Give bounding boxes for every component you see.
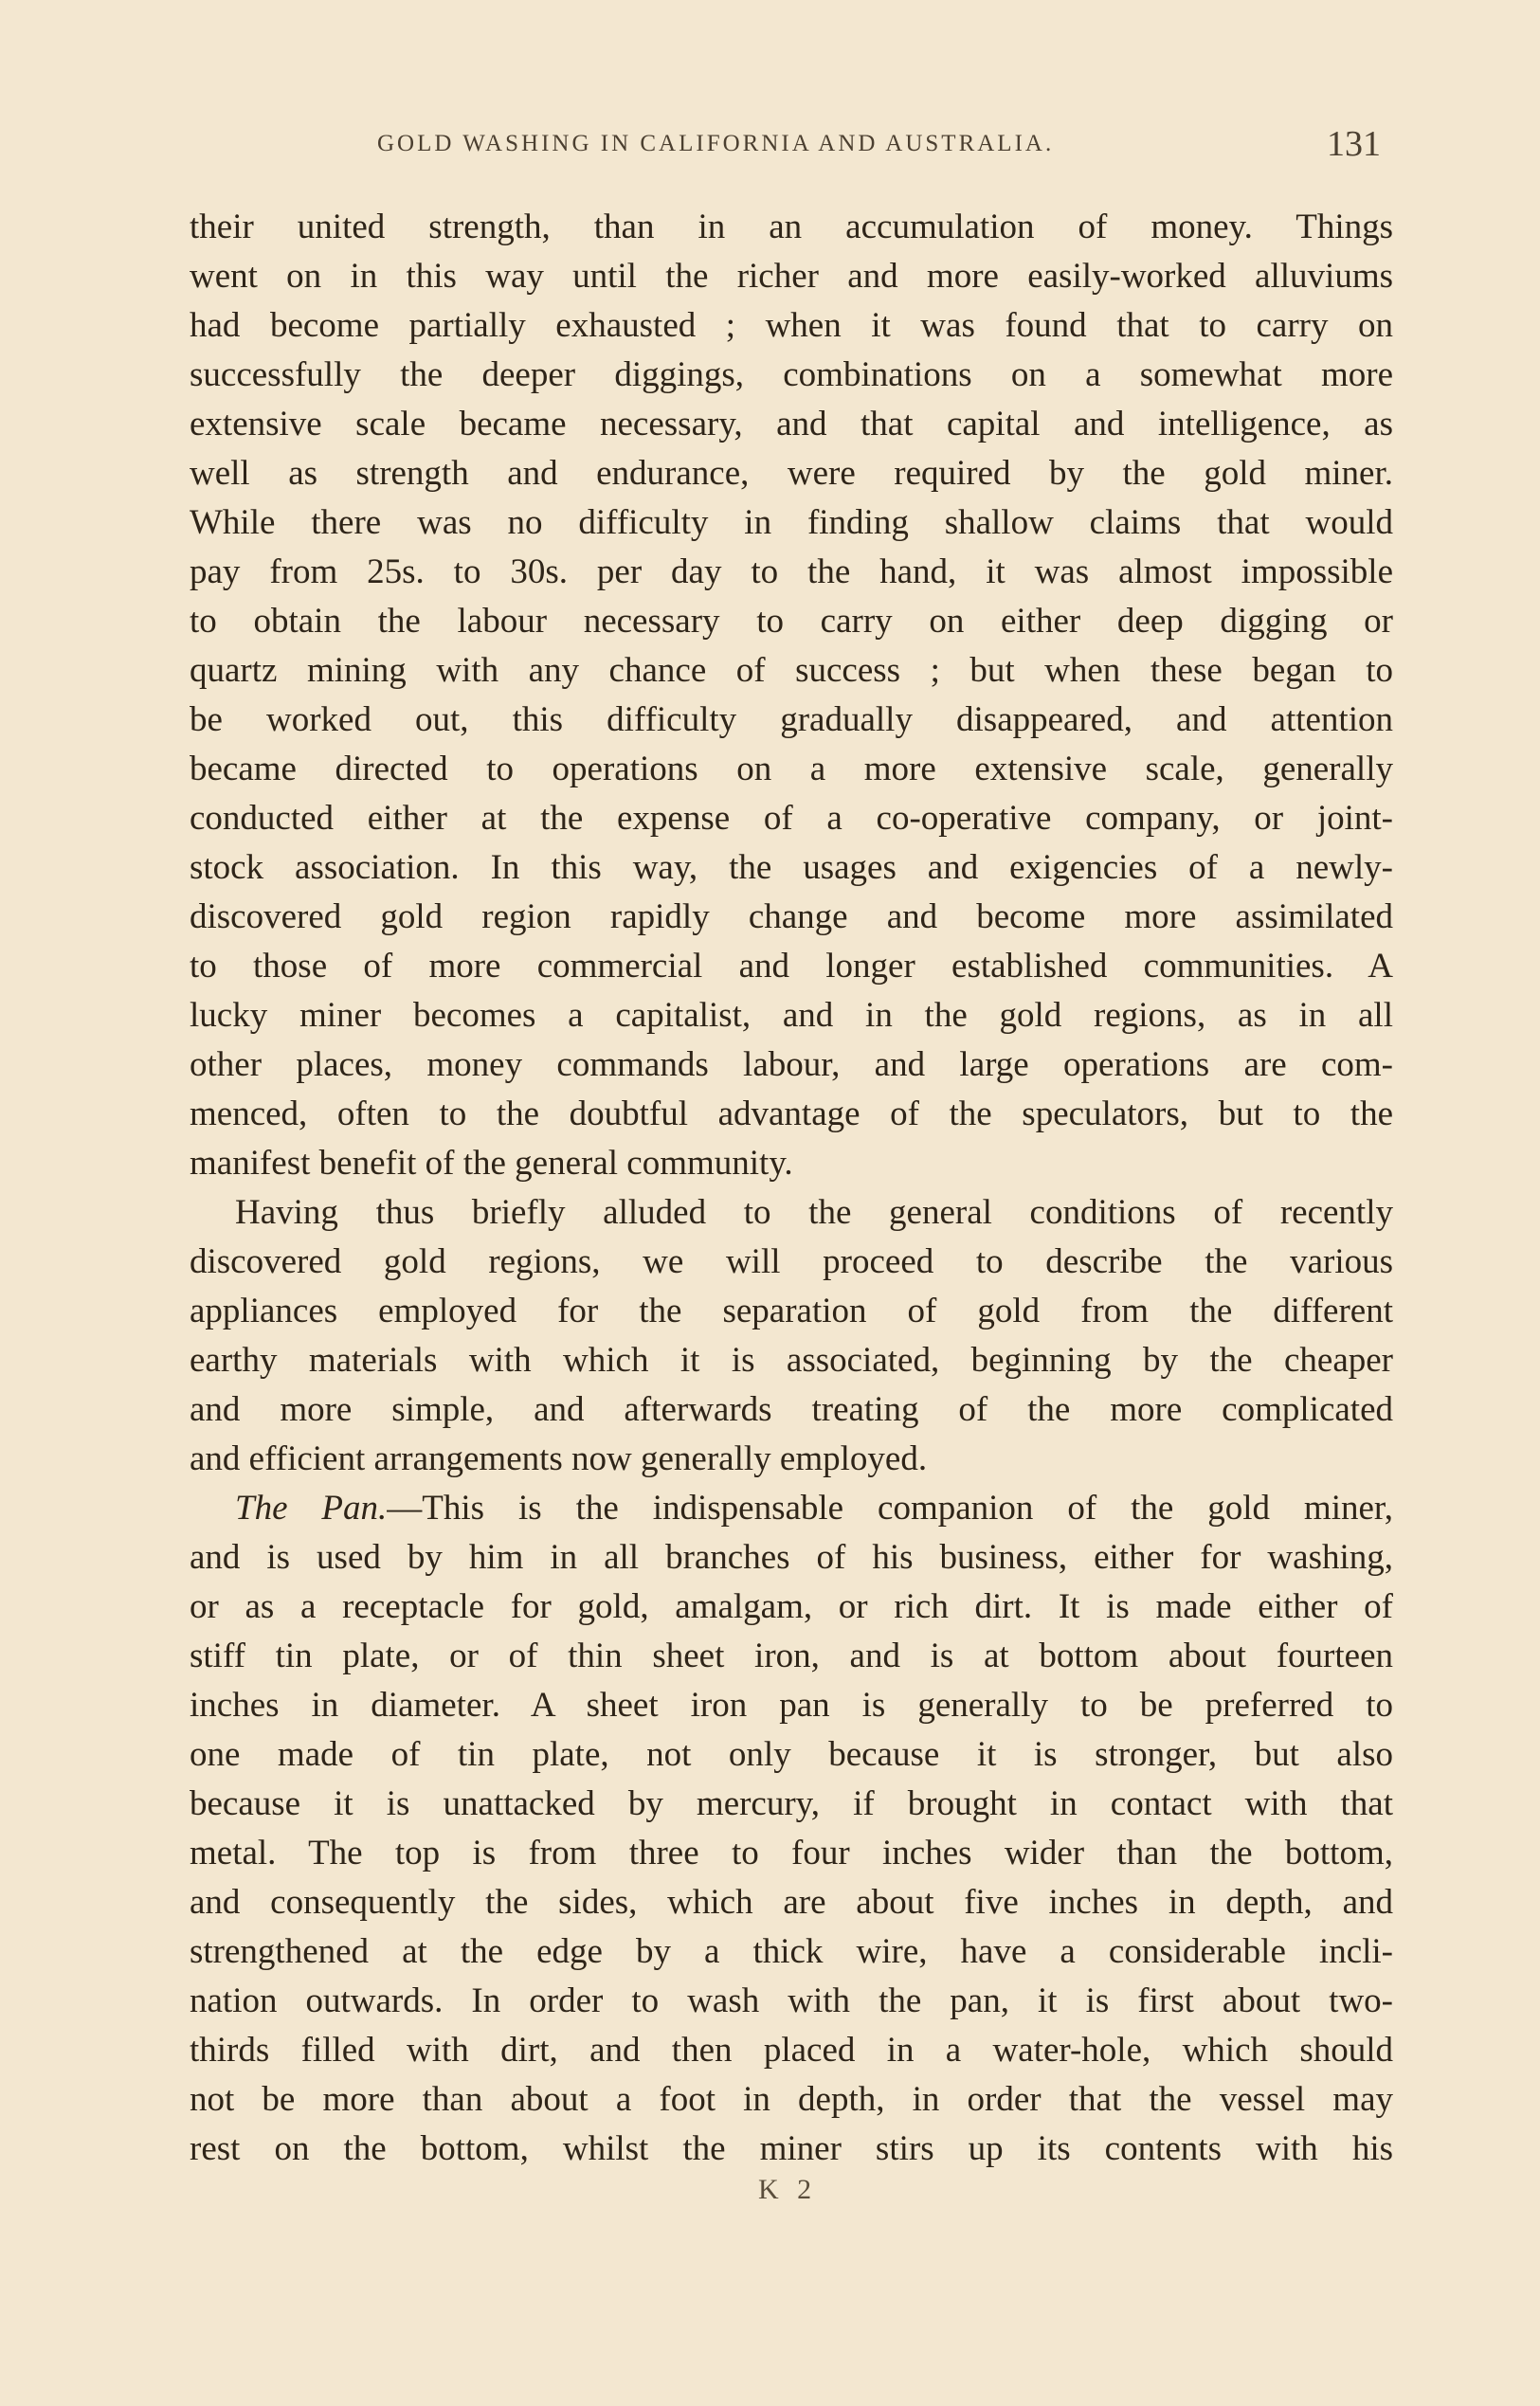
text-line: Having thus briefly alluded to the general conditions of recently (235, 1193, 1393, 1232)
text-line: and efficient arrangements now generally employed. (190, 1439, 928, 1478)
running-title: GOLD WASHING IN CALIFORNIA AND AUSTRALIA. (377, 131, 1055, 156)
pan-paragraph-first-line (190, 1484, 1393, 1533)
text-line: appliances employed for the separation of gold from the different (190, 1292, 1393, 1330)
text-line: and more simple, and afterwards treating of the more complicated (190, 1390, 1393, 1429)
text-line: their united strength, than in an accumulation of money. Things (190, 208, 1393, 246)
text-line: discovered gold regions, we will proceed to describe the various (190, 1242, 1393, 1281)
text-line: successfully the deeper diggings, combinations on a somewhat more (190, 355, 1393, 394)
text-line: While there was no difficulty in finding shallow claims that would (190, 503, 1393, 542)
text-line: had become partially exhausted ; when it was found that to carry on (190, 306, 1393, 345)
text-line: became directed to operations on a more extensive scale, generally (190, 750, 1393, 788)
text-line: thirds filled with dirt, and then placed in a water-hole, which should (190, 2031, 1393, 2070)
text-line: rest on the bottom, whilst the miner stirs up its contents with his (190, 2129, 1393, 2168)
signature-mark: K 2 (758, 2174, 818, 2205)
text-line: lucky miner becomes a capitalist, and in the gold regions, as in all (190, 996, 1393, 1035)
text-line: to obtain the labour necessary to carry on either deep digging or (190, 602, 1393, 641)
text-line: pay from 25s. to 30s. per day to the hand, it was almost impossible (190, 552, 1393, 591)
text-line: extensive scale became necessary, and that capital and intelligence, as (190, 405, 1393, 443)
text-line: strengthened at the edge by a thick wire, have a considerable incli- (190, 1932, 1393, 1971)
text-line: one made of tin plate, not only because it is stronger, but also (190, 1735, 1393, 1774)
pan-heading: The Pan. (235, 1489, 388, 1528)
text-line: manifest benefit of the general community. (190, 1144, 793, 1183)
text-line: and is used by him in all branches of his business, either for washing, (190, 1538, 1393, 1577)
text-line: metal. The top is from three to four inches wider than the bottom, (190, 1834, 1393, 1872)
text-line: —This is the indispensable companion of the gold miner, (387, 1489, 1393, 1528)
text-line: earthy materials with which it is associated, beginning by the cheaper (190, 1341, 1393, 1380)
text-line: or as a receptacle for gold, amalgam, or rich dirt. It is made either of (190, 1587, 1393, 1626)
text-line: not be more than about a foot in depth, in order that the vessel may (190, 2080, 1393, 2119)
text-line: conducted either at the expense of a co-operative company, or joint- (190, 799, 1393, 838)
text-line: be worked out, this difficulty gradually disappeared, and attention (190, 700, 1393, 739)
text-line: menced, often to the doubtful advantage of the speculators, but to the (190, 1094, 1393, 1133)
text-line: stiff tin plate, or of thin sheet iron, and is at bottom about fourteen (190, 1637, 1393, 1675)
text-line: went on in this way until the richer and more easily-worked alluviums (190, 257, 1393, 296)
page-number: 131 (1327, 124, 1381, 164)
text-line: other places, money commands labour, and large operations are com- (190, 1045, 1393, 1084)
text-line: because it is unattacked by mercury, if brought in contact with that (190, 1784, 1393, 1823)
text-line: quartz mining with any chance of success ; but when these began to (190, 651, 1393, 690)
text-line: stock association. In this way, the usages and exigencies of a newly- (190, 848, 1393, 887)
text-line: inches in diameter. A sheet iron pan is generally to be preferred to (190, 1686, 1393, 1725)
text-line: to those of more commercial and longer established communities. A (190, 947, 1393, 986)
text-line: well as strength and endurance, were required by the gold miner. (190, 454, 1393, 493)
text-line: and consequently the sides, which are about five inches in depth, and (190, 1883, 1393, 1922)
text-line: discovered gold region rapidly change and become more assimilated (190, 897, 1393, 936)
text-line: nation outwards. In order to wash with the pan, it is first about two- (190, 1981, 1393, 2020)
page-body (190, 203, 1393, 2174)
